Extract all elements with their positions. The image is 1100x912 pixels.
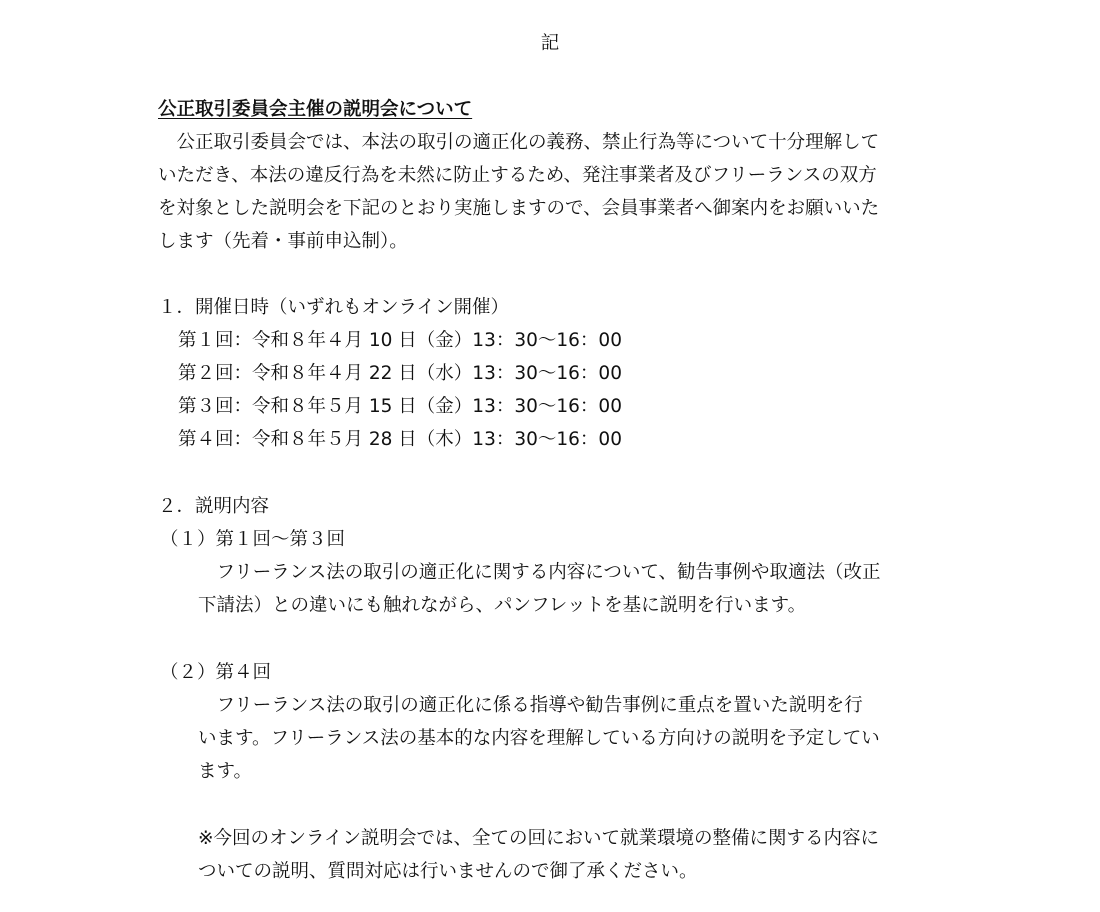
schedule-heading: １．開催日時（いずれもオンライン開催） (158, 297, 509, 318)
document-title: 記 (540, 33, 560, 54)
part1-line-1: フリーランス法の取引の適正化に関する内容について、勧告事例や取適法（改正 (198, 562, 881, 583)
part2-line-2: います。フリーランス法の基本的な内容を理解している方向けの説明を予定してい (198, 728, 880, 749)
schedule-session-2: 第２回：令和８年４月 22 日（水）13：30～16：00 (178, 363, 622, 384)
part2-heading: （２）第４回 (160, 662, 272, 683)
note-line-1: ※今回のオンライン説明会では、全ての回において就業環境の整備に関する内容に (198, 828, 879, 849)
schedule-session-4: 第４回：令和８年５月 28 日（木）13：30～16：00 (178, 429, 622, 450)
part2-line-1: フリーランス法の取引の適正化に係る指導や勧告事例に重点を置いた説明を行 (198, 695, 863, 716)
section-heading: 公正取引委員会主催の説明会について (158, 99, 473, 120)
note-line-2: ついての説明、質問対応は行いませんので御了承ください。 (198, 861, 698, 882)
schedule-session-3: 第３回：令和８年５月 15 日（金）13：30～16：00 (178, 396, 622, 417)
schedule-session-1: 第１回：令和８年４月 10 日（金）13：30～16：00 (178, 330, 622, 351)
intro-line-1: 公正取引委員会では、本法の取引の適正化の義務、禁止行為等について十分理解して (158, 132, 880, 153)
content-heading: ２．説明内容 (158, 496, 270, 517)
intro-line-2: いただき、本法の違反行為を未然に防止するため、発注事業者及びフリーランスの双方 (158, 165, 877, 186)
intro-line-3: を対象とした説明会を下記のとおり実施しますので、会員事業者へ御案内をお願いいた (158, 198, 880, 219)
part2-line-3: ます。 (198, 761, 253, 782)
intro-line-4: します（先着・事前申込制）。 (158, 231, 408, 252)
part1-line-2: 下請法）との違いにも触れながら、パンフレットを基に説明を行います。 (198, 595, 807, 616)
part1-heading: （１）第１回～第３回 (160, 529, 346, 550)
